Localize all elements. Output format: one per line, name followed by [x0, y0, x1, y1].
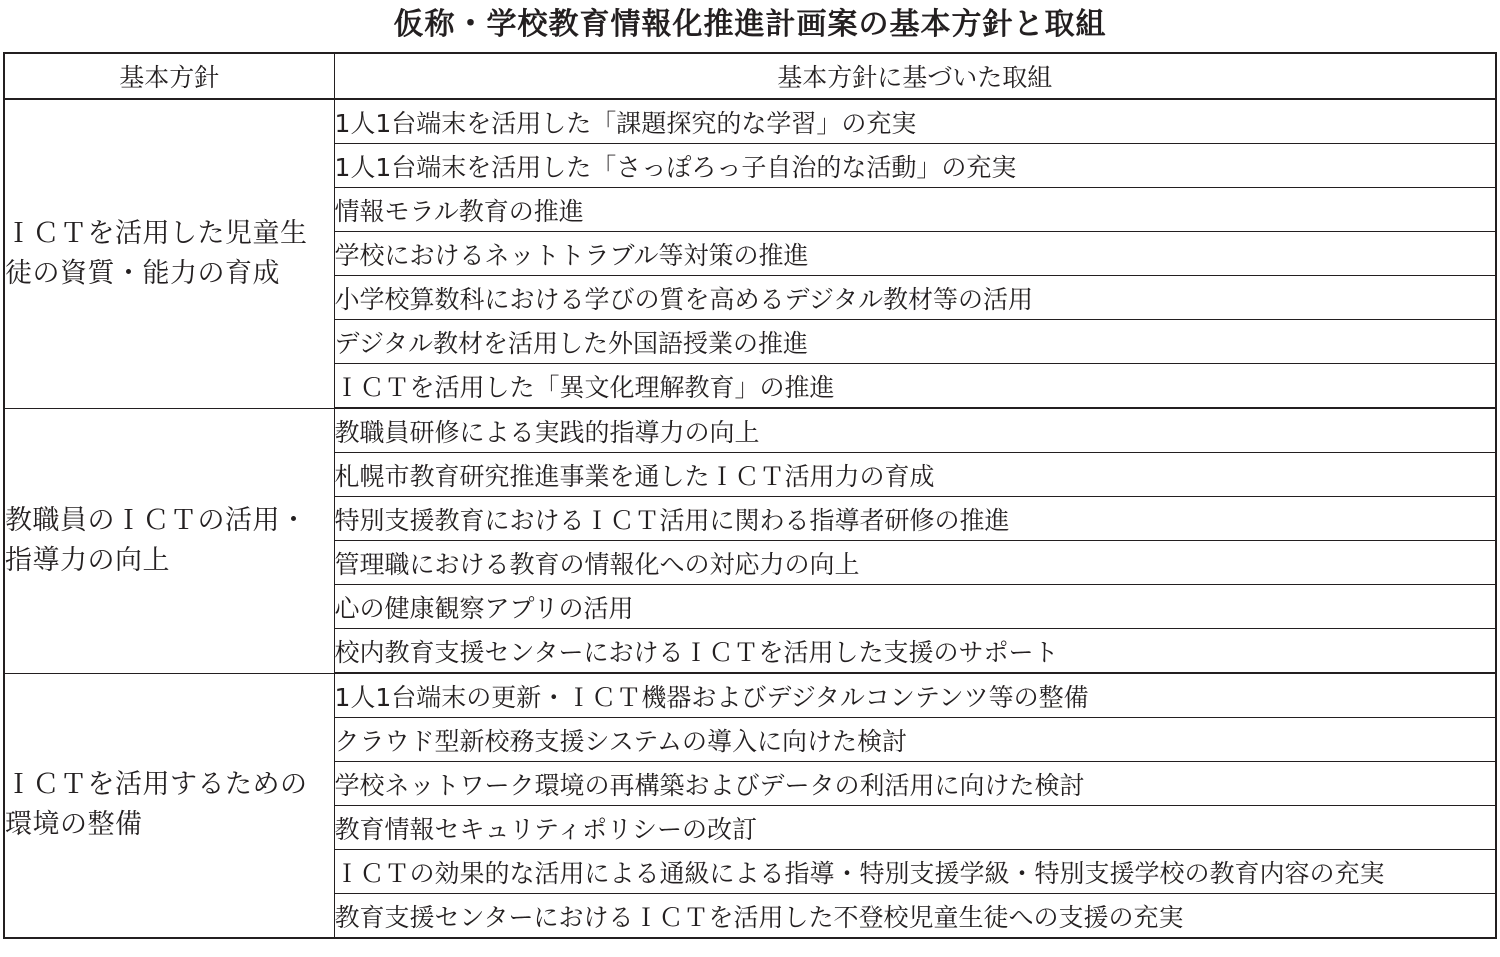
- document-title: 仮称・学校教育情報化推進計画案の基本方針と取組: [393, 7, 1107, 42]
- policy-cell-students: ＩＣＴを活用した児童生徒の資質・能力の育成: [4, 99, 334, 408]
- action-cell: 小学校算数科における学びの質を高めるデジタル教材等の活用: [334, 276, 1496, 320]
- action-cell: 教育支援センターにおけるＩＣＴを活用した不登校児童生徒への支援の充実: [334, 894, 1496, 939]
- policy-table: [3, 52, 1497, 939]
- action-cell: 教職員研修による実践的指導力の向上: [334, 408, 1496, 453]
- table-row: [4, 99, 1496, 144]
- action-cell: 札幌市教育研究推進事業を通したＩＣＴ活用力の育成: [334, 453, 1496, 497]
- policy-cell-teachers: 教職員のＩＣＴの活用・指導力の向上: [4, 408, 334, 673]
- header-actions: 基本方針に基づいた取組: [334, 53, 1496, 99]
- policy-cell-environment: ＩＣＴを活用するための環境の整備: [4, 673, 334, 938]
- action-cell: 心の健康観察アプリの活用: [334, 585, 1496, 629]
- table-row: [4, 673, 1496, 718]
- table-row: [4, 408, 1496, 453]
- action-cell: クラウド型新校務支援システムの導入に向けた検討: [334, 718, 1496, 762]
- action-cell: 学校ネットワーク環境の再構築およびデータの利活用に向けた検討: [334, 762, 1496, 806]
- action-cell: 学校におけるネットトラブル等対策の推進: [334, 232, 1496, 276]
- action-cell: 1人1台端末を活用した「課題探究的な学習」の充実: [334, 99, 1496, 144]
- action-cell: 校内教育支援センターにおけるＩＣＴを活用した支援のサポート: [334, 629, 1496, 674]
- action-cell: 特別支援教育におけるＩＣＴ活用に関わる指導者研修の推進: [334, 497, 1496, 541]
- action-cell: デジタル教材を活用した外国語授業の推進: [334, 320, 1496, 364]
- action-cell: 管理職における教育の情報化への対応力の向上: [334, 541, 1496, 585]
- action-cell: 1人1台端末の更新・ＩＣＴ機器およびデジタルコンテンツ等の整備: [334, 673, 1496, 718]
- table-header-row: [4, 53, 1496, 99]
- header-policy: 基本方針: [4, 53, 334, 99]
- action-cell: 情報モラル教育の推進: [334, 188, 1496, 232]
- action-cell: ＩＣＴを活用した「異文化理解教育」の推進: [334, 364, 1496, 409]
- action-cell: 教育情報セキュリティポリシーの改訂: [334, 806, 1496, 850]
- action-cell: ＩＣＴの効果的な活用による通級による指導・特別支援学級・特別支援学校の教育内容の充実: [334, 850, 1496, 894]
- action-cell: 1人1台端末を活用した「さっぽろっ子自治的な活動」の充実: [334, 144, 1496, 188]
